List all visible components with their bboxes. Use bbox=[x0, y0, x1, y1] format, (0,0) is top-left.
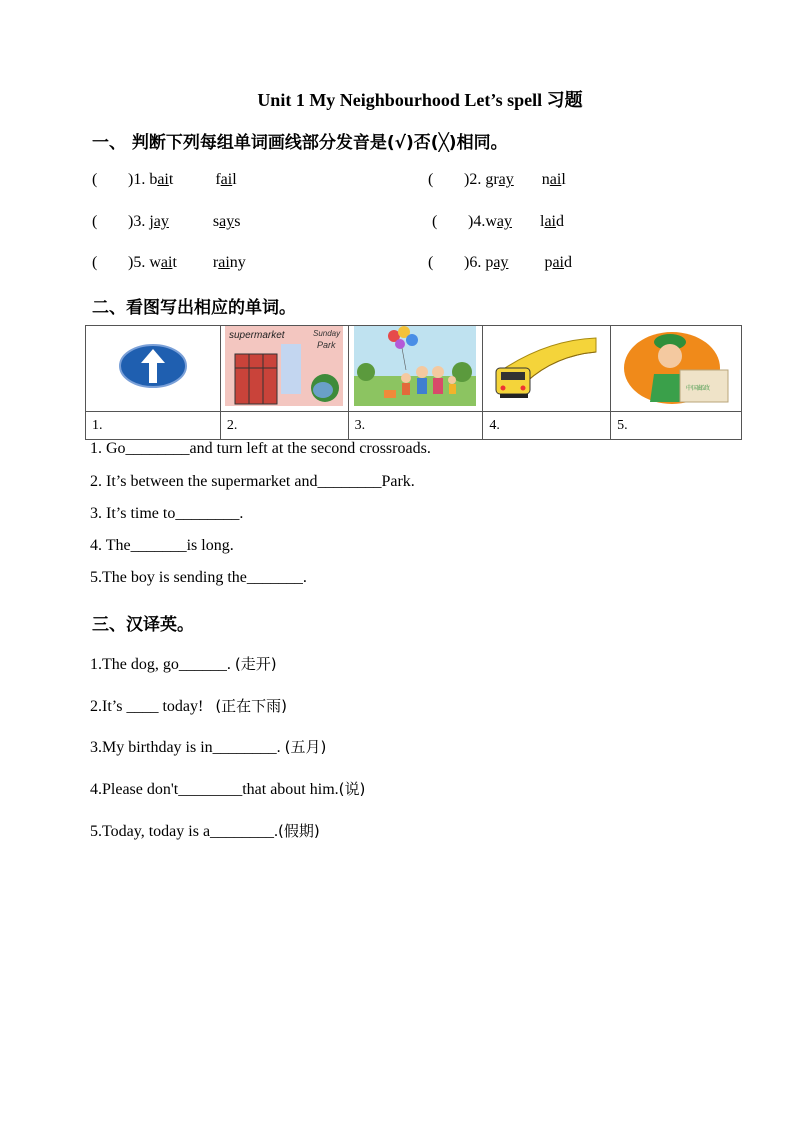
picture-cell-5 bbox=[611, 326, 742, 412]
s1-item-2: ( )2. gray nail bbox=[428, 171, 566, 188]
s3-item-1: 1.The dog, go______. (走开) bbox=[90, 655, 277, 673]
family-balloons-picture bbox=[354, 326, 476, 406]
picture-number-2: 2. bbox=[220, 412, 348, 440]
s2-sentence-1: 1. Go________and turn left at the second crossroads. bbox=[90, 440, 431, 457]
svg-text:supermarket: supermarket bbox=[229, 330, 285, 341]
svg-text:Park: Park bbox=[317, 340, 336, 350]
svg-text:Sunday: Sunday bbox=[313, 329, 341, 338]
s3-item-4: 4.Please don't________that about him.(说) bbox=[90, 780, 366, 798]
supermarket-park-picture bbox=[225, 326, 343, 406]
section3-heading: 三、汉译英。 bbox=[92, 615, 194, 635]
s1-item-1: ( )1. bait fail bbox=[92, 171, 237, 188]
picture-number-3: 3. bbox=[348, 412, 483, 440]
picture-number-1: 1. bbox=[86, 412, 221, 440]
picture-cell-1 bbox=[86, 326, 221, 412]
s2-sentence-4: 4. The_______is long. bbox=[90, 537, 234, 554]
s1-item-6: ( )6. pay paid bbox=[428, 254, 572, 271]
s2-sentence-5: 5.The boy is sending the_______. bbox=[90, 569, 307, 586]
svg-text:中国邮政: 中国邮政 bbox=[686, 385, 711, 392]
postman-parcel-picture bbox=[620, 326, 732, 406]
s3-item-3: 3.My birthday is in________. (五月) bbox=[90, 738, 327, 756]
picture-cell-4 bbox=[483, 326, 611, 412]
picture-number-5: 5. bbox=[611, 412, 742, 440]
picture-number-4: 4. bbox=[483, 412, 611, 440]
s3-item-5: 5.Today, today is a________.(假期) bbox=[90, 822, 320, 840]
s1-item-5: ( )5. wait rainy bbox=[92, 254, 246, 271]
picture-cell-2 bbox=[220, 326, 348, 412]
s1-item-4: ( )4.way laid bbox=[432, 213, 564, 230]
s3-item-2: 2.It’s ____ today! (正在下雨) bbox=[90, 697, 288, 715]
page-title: Unit 1 My Neighbourhood Let’s spell 习题 bbox=[257, 90, 583, 110]
picture-cell-3 bbox=[348, 326, 483, 412]
picture-table bbox=[85, 325, 742, 440]
train-picture bbox=[492, 330, 602, 402]
straight-arrow-sign-icon bbox=[118, 343, 188, 389]
s1-item-3: ( )3. jay says bbox=[92, 213, 241, 230]
section1-heading: 一、 判断下列每组单词画线部分发音是(√)否(╳)相同。 bbox=[92, 133, 508, 153]
s2-sentence-3: 3. It’s time to________. bbox=[90, 505, 244, 522]
section2-heading: 二、看图写出相应的单词。 bbox=[92, 298, 296, 318]
s2-sentence-2: 2. It’s between the supermarket and________Park. bbox=[90, 473, 415, 490]
